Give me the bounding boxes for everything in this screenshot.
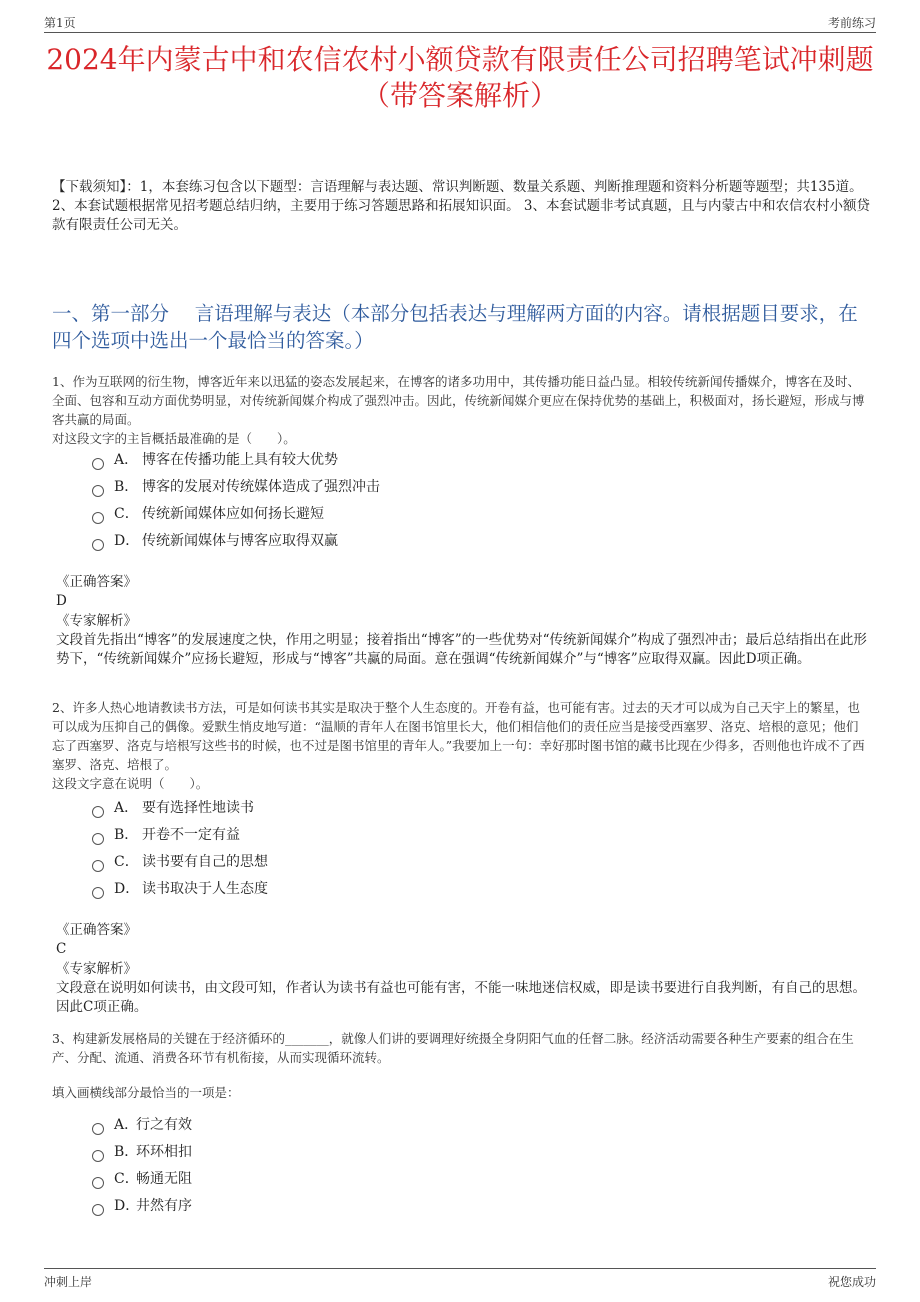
answer-label: 《正确答案》 xyxy=(56,574,137,590)
option-a[interactable]: A． 要有选择性地读书 xyxy=(92,798,254,818)
option-c[interactable]: C． 读书要有自己的思想 xyxy=(92,852,268,872)
option-text: 传统新闻媒体与博客应取得双赢 xyxy=(142,533,338,549)
question-2 xyxy=(52,698,870,793)
answer-value: D xyxy=(56,593,67,609)
option-a[interactable]: A．行之有效 xyxy=(92,1115,192,1135)
option-c[interactable]: C．畅通无阻 xyxy=(92,1169,192,1189)
expert-analysis xyxy=(56,612,870,669)
radio-icon[interactable] xyxy=(92,833,104,845)
option-b[interactable]: B．环环相扣 xyxy=(92,1142,192,1162)
download-notice: 【下载须知】：1，本套练习包含以下题型：言语理解与表达题、常识判断题、数量关系题、判断推理题和资料分析题等题型；共135道。 2、本套试题根据常见招考题总结归纳，主要用于练习答题思路和拓展知识面。 3、本套试题非考试真题，且与内蒙古中和农信农村小额贷款有限责任公司无关。 xyxy=(52,179,870,233)
option-b[interactable]: B． 开卷不一定有益 xyxy=(92,825,240,845)
analysis-text: 文段首先指出“博客”的发展速度之快，作用之明显；接着指出“博客”的一些优势对“传统新闻媒介”构成了强烈冲击；最后总结指出在此形势下，“传统新闻媒介”应扬长避短，形成与“博客”共赢的局面。意在强调“传统新闻媒介”与“博客”应取得双赢。因此D项正确。 xyxy=(56,632,867,667)
option-c[interactable]: C． 传统新闻媒体应如何扬长避短 xyxy=(92,504,324,524)
option-d[interactable]: D． 读书取决于人生态度 xyxy=(92,879,268,899)
option-text: 开卷不一定有益 xyxy=(142,827,240,843)
correct-answer-block xyxy=(56,573,870,611)
question-ask: 填入画横线部分最恰当的一项是： xyxy=(52,1085,240,1100)
radio-icon[interactable] xyxy=(92,512,104,524)
page-number: 第1页 xyxy=(44,16,76,30)
header-label: 考前练习 xyxy=(827,16,876,30)
option-text: 行之有效 xyxy=(136,1117,192,1133)
page-footer xyxy=(44,1268,876,1291)
radio-icon[interactable] xyxy=(92,539,104,551)
expert-analysis xyxy=(56,960,870,1017)
question-3 xyxy=(52,1029,870,1067)
option-text: 井然有序 xyxy=(136,1198,192,1214)
radio-icon[interactable] xyxy=(92,1123,104,1135)
page-header xyxy=(44,12,876,33)
radio-icon[interactable] xyxy=(92,1150,104,1162)
option-a[interactable]: A． 博客在传播功能上具有较大优势 xyxy=(92,450,338,470)
correct-answer-block xyxy=(56,921,870,959)
analysis-text: 文段意在说明如何读书，由文段可知，作者认为读书有益也可能有害，不能一味地迷信权威，即是读书要进行自我判断，有自己的思想。因此C项正确。 xyxy=(56,980,866,1015)
radio-icon[interactable] xyxy=(92,1204,104,1216)
question-stem: 2、许多人热心地请教读书方法，可是如何读书其实是取决于整个人生态度的。开卷有益，也可能有害。过去的天才可以成为自己天宇上的繁星，也可以成为压抑自己的偶像。爱默生悄皮地写道：“温顺的青年人在图书馆里长大，他们相信他们的责任应当是接受西塞罗、洛克、培根的意见；他们忘了西塞罗、洛克与培根写这些书的时候，也不过是图书馆里的青年人。”我要加上一句：幸好那时图书馆的藏书比现在少得多，否则他也许成不了西塞罗、洛克、培根了。 xyxy=(52,700,865,772)
radio-icon[interactable] xyxy=(92,1177,104,1189)
radio-icon[interactable] xyxy=(92,806,104,818)
analysis-label: 《专家解析》 xyxy=(56,961,137,977)
option-d[interactable]: D． 传统新闻媒体与博客应取得双赢 xyxy=(92,531,338,551)
analysis-label: 《专家解析》 xyxy=(56,613,137,629)
question-3-ask xyxy=(52,1083,870,1102)
option-text: 读书取决于人生态度 xyxy=(142,881,268,897)
radio-icon[interactable] xyxy=(92,887,104,899)
question-1 xyxy=(52,372,870,448)
question-ask: 对这段文字的主旨概括最准确的是（ ）。 xyxy=(52,431,296,446)
option-text: 博客的发展对传统媒体造成了强烈冲击 xyxy=(142,479,380,495)
footer-right: 祝您成功 xyxy=(827,1275,876,1289)
option-text: 传统新闻媒体应如何扬长避短 xyxy=(142,506,324,522)
option-text: 读书要有自己的思想 xyxy=(142,854,268,870)
document-title: 2024年内蒙古中和农信农村小额贷款有限责任公司招聘笔试冲刺题（带答案解析） xyxy=(46,43,874,112)
question-stem: 1、作为互联网的衍生物，博客近年来以迅猛的姿态发展起来，在博客的诸多功用中，其传播功能日益凸显。相较传统新闻传播媒介，博客在及时、全面、包容和互动方面优势明显，对传统新闻媒介构成了强烈冲击。因此，传统新闻媒介更应在保持优势的基础上，积极面对，扬长避短，形成与博客共赢的局面。 xyxy=(52,374,865,427)
section-heading: 一、第一部分 言语理解与表达（本部分包括表达与理解两方面的内容。请根据题目要求，在四个选项中选出一个最恰当的答案。） xyxy=(52,302,858,352)
answer-label: 《正确答案》 xyxy=(56,922,137,938)
question-stem: 3、构建新发展格局的关键在于经济循环的_______，就像人们讲的要调理好统摄全身阴阳气血的任督二脉。经济活动需要各种生产要素的组合在生产、分配、流通、消费各环节有机衔接，从而实现循环流转。 xyxy=(52,1031,854,1065)
option-text: 畅通无阻 xyxy=(136,1171,192,1187)
option-text: 博客在传播功能上具有较大优势 xyxy=(142,452,338,468)
footer-left: 冲刺上岸 xyxy=(44,1275,93,1289)
option-d[interactable]: D．井然有序 xyxy=(92,1196,192,1216)
radio-icon[interactable] xyxy=(92,458,104,470)
radio-icon[interactable] xyxy=(92,860,104,872)
answer-value: C xyxy=(56,941,67,957)
option-text: 要有选择性地读书 xyxy=(142,800,254,816)
radio-icon[interactable] xyxy=(92,485,104,497)
option-text: 环环相扣 xyxy=(136,1144,192,1160)
question-ask: 这段文字意在说明（ ）。 xyxy=(52,776,209,791)
option-b[interactable]: B． 博客的发展对传统媒体造成了强烈冲击 xyxy=(92,477,380,497)
